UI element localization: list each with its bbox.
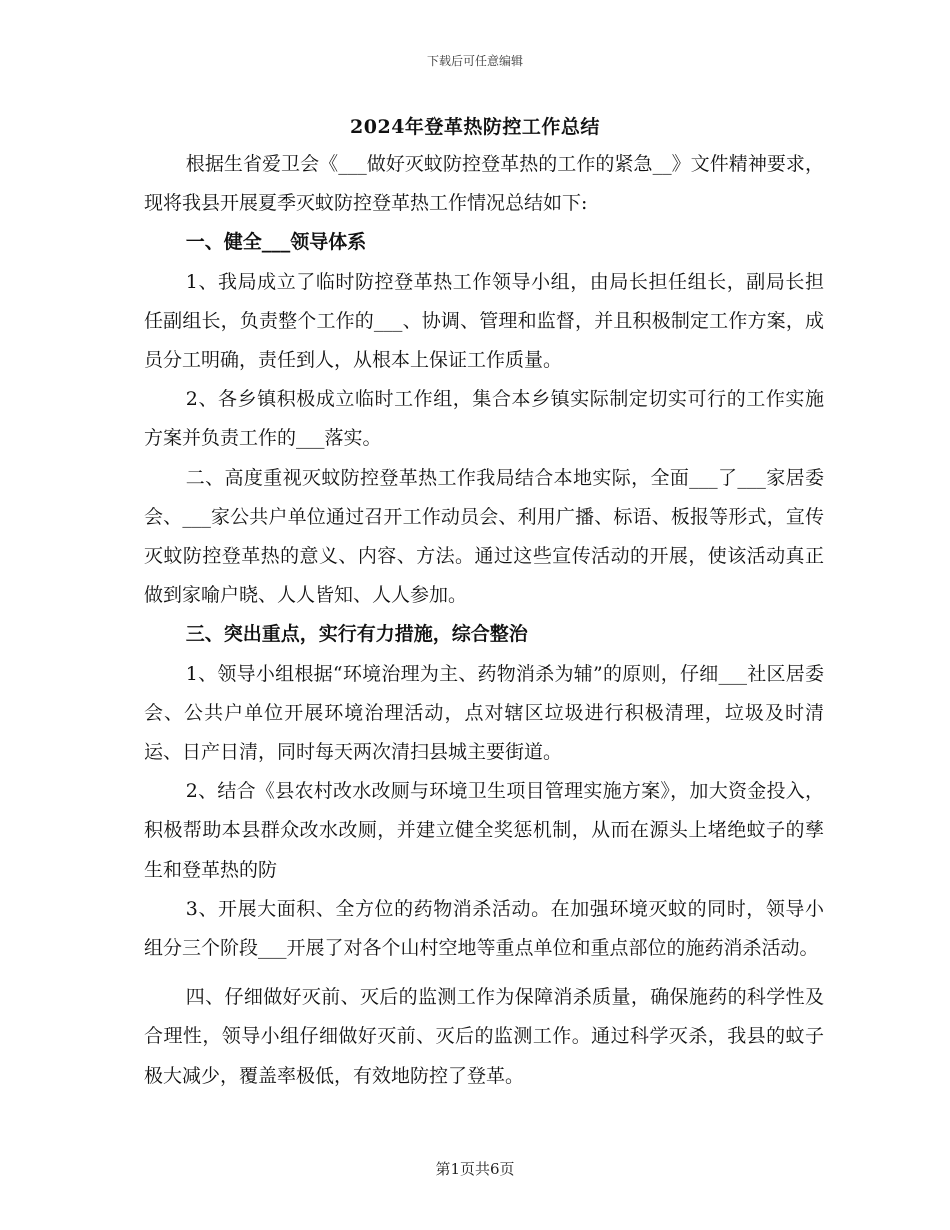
- section-2-paragraph: 二、高度重视灭蚊防控登革热工作我局结合本地实际，全面___了___家居委会、___家公共户单位通过召开工作动员会、利用广播、标语、板报等形式，宣传灭蚊防控登革热的意义、内容、方法。通过这些宣传活动的开展，使该活动真正做到家喻户晓、人人皆知、人人参加。: [144, 466, 824, 607]
- page-number: 第1页共6页: [435, 1160, 515, 1178]
- intro-paragraph: 根据生省爱卫会《___做好灭蚊防控登革热的工作的紧急__》文件精神要求，现将我县开展夏季灭蚊防控登革热工作情况总结如下:: [144, 153, 824, 215]
- section-4-paragraph: 四、仔细做好灭前、灭后的监测工作为保障消杀质量，确保施药的科学性及合理性，领导小组仔细做好灭前、灭后的监测工作。通过科学灭杀，我县的蚊子极大减少，覆盖率极低，有效地防控了登革。: [144, 986, 824, 1087]
- section-3-item-1: 1、领导小组根据“环境治理为主、药物消杀为辅”的原则，仔细___社区居委会、公共户单位开展环境治理活动，点对辖区垃圾进行积极清理，垃圾及时清运、日产日清，同时每天两次清扫县城主要街道。: [144, 662, 824, 764]
- section-heading-3: 三、突出重点，实行有力措施，综合整治: [185, 623, 528, 646]
- section-1-item-2: 2、各乡镇积极成立临时工作组，集合本乡镇实际制定切实可行的工作实施方案并负责工作的___落实。: [144, 388, 824, 450]
- section-heading-1: 一、健全___领导体系: [185, 231, 367, 254]
- document-title: 2024年登革热防控工作总结: [350, 116, 600, 138]
- section-3-item-3: 3、开展大面积、全方位的药物消杀活动。在加强环境灭蚊的同时，领导小组分三个阶段___开展了对各个山村空地等重点单位和重点部位的施药消杀活动。: [144, 897, 824, 960]
- document-body: [144, 145, 824, 1096]
- page-header-note: 下载后可任意编辑: [426, 54, 523, 68]
- section-3-item-2: 2、结合《县农村改水改厕与环境卫生项目管理实施方案》，加大资金投入，积极帮助本县群众改水改厕，并建立健全奖惩机制，从而在源头上堵绝蚊子的孳生和登革热的防: [144, 780, 824, 881]
- section-1-item-1: 1、我局成立了临时防控登革热工作领导小组，由局长担任组长，副局长担任副组长，负责整个工作的___、协调、管理和监督，并且积极制定工作方案，成员分工明确，责任到人，从根本上保证工作质量。: [144, 270, 824, 372]
